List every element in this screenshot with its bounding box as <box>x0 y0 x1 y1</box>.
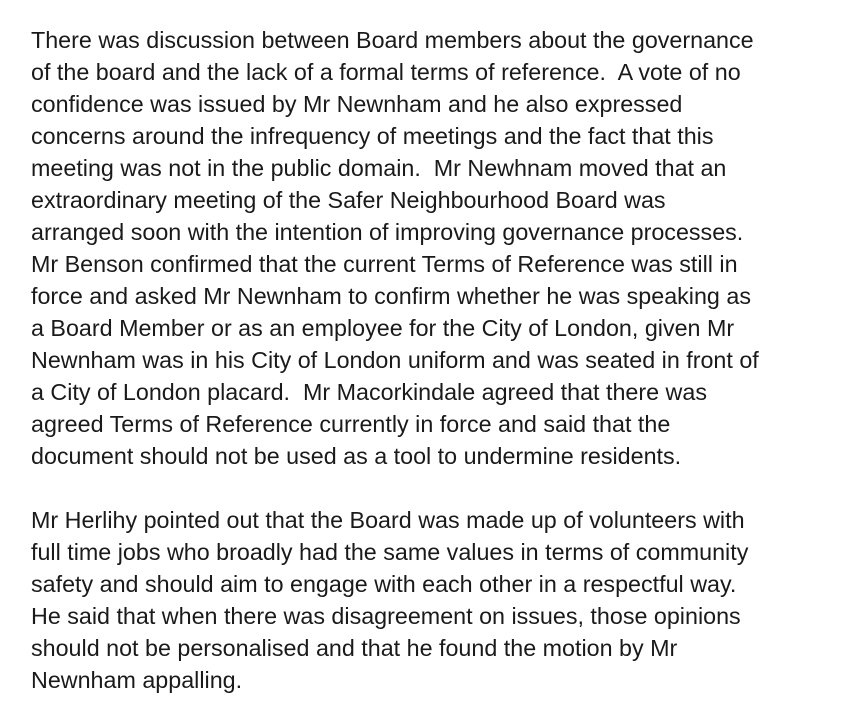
text-line: force and asked Mr Newnham to confirm whether he was speaking as <box>31 283 751 309</box>
text-line: full time jobs who broadly had the same values in terms of community <box>31 539 749 565</box>
text-line: agreed Terms of Reference currently in force and said that the <box>31 411 671 437</box>
text-line: There was discussion between Board members about the governance <box>31 27 754 53</box>
text-line: a Board Member or as an employee for the City of London, given Mr <box>31 315 735 341</box>
text-line: He said that when there was disagreement on issues, those opinions <box>31 603 741 629</box>
paragraph-spacer <box>31 472 853 504</box>
document-body <box>31 24 853 696</box>
text-line: concerns around the infrequency of meetings and the fact that this <box>31 123 714 149</box>
text-line: extraordinary meeting of the Safer Neighbourhood Board was <box>31 187 666 213</box>
text-line: Newnham was in his City of London uniform and was seated in front of <box>31 347 759 373</box>
text-line: Mr Herlihy pointed out that the Board was made up of volunteers with <box>31 507 745 533</box>
text-line: of the board and the lack of a formal terms of reference. A vote of no <box>31 59 741 85</box>
text-line: confidence was issued by Mr Newnham and he also expressed <box>31 91 683 117</box>
text-line: safety and should aim to engage with each other in a respectful way. <box>31 571 737 597</box>
text-line: meeting was not in the public domain. Mr Newhnam moved that an <box>31 155 727 181</box>
text-line: should not be personalised and that he found the motion by Mr <box>31 635 678 661</box>
text-line: a City of London placard. Mr Macorkindale agreed that there was <box>31 379 707 405</box>
paragraph-governance-discussion <box>31 24 853 472</box>
paragraph-herlihy-response <box>31 504 853 696</box>
text-line: Newnham appalling. <box>31 667 243 693</box>
text-line: arranged soon with the intention of improving governance processes. <box>31 219 744 245</box>
text-line: Mr Benson confirmed that the current Terms of Reference was still in <box>31 251 738 277</box>
text-line: document should not be used as a tool to undermine residents. <box>31 443 682 469</box>
